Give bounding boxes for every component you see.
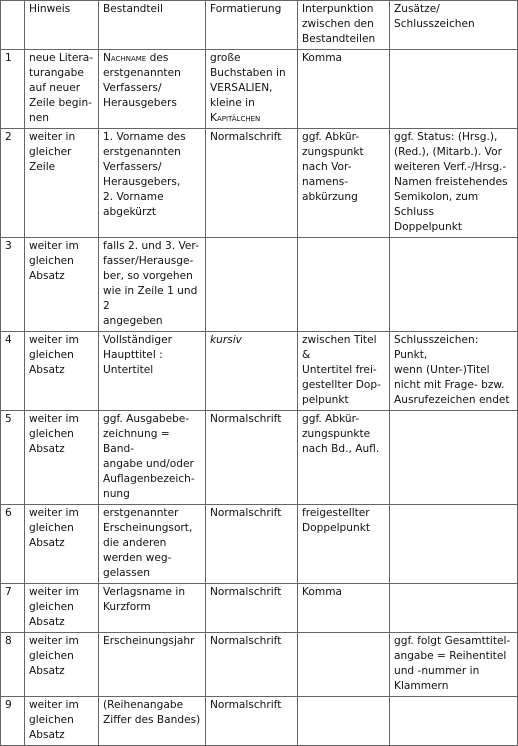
table-row — [1, 584, 518, 633]
formatierung-text: große Buchstaben in VERSALIEN, kleine in — [210, 52, 286, 109]
formatierung-cell — [206, 50, 298, 129]
bestandteil-cell — [99, 50, 206, 129]
row-number: 5 — [1, 411, 25, 505]
bestandteil-cell: Verlagsname in Kurzform — [99, 584, 206, 633]
header-hinweis: Hinweis — [25, 1, 99, 50]
hinweis-cell: weiter im gleichen Absatz — [25, 505, 99, 584]
zusaetze-cell: Schlusszeichen: Punkt, wenn (Unter-)Titel nicht mit Frage- bzw. Ausrufezeichen endet — [390, 332, 518, 411]
table-row — [1, 50, 518, 129]
row-number: 1 — [1, 50, 25, 129]
table-row — [1, 633, 518, 697]
interpunktion-cell: Komma — [298, 50, 390, 129]
interpunktion-cell: Komma — [298, 584, 390, 633]
bestandteil-cell: ggf. Ausgabebe- zeichnung = Band- angabe und/oder Auflagenbezeich- nung — [99, 411, 206, 505]
formatierung-cell: Normalschrift — [206, 584, 298, 633]
row-number: 8 — [1, 633, 25, 697]
hinweis-cell: neue Litera- turangabe auf neuer Zeile begin- nen — [25, 50, 99, 129]
formatierung-cell: Normalschrift — [206, 129, 298, 238]
header-bestandteil: Bestandteil — [99, 1, 206, 50]
zusaetze-cell: ggf. folgt Gesamttitel- angabe = Reihentitel und -nummer in Klammern — [390, 633, 518, 697]
bestandteil-cell: falls 2. und 3. Ver- fasser/Herausge- ber, so vorgehen wie in Zeile 1 und 2 angegeben — [99, 238, 206, 332]
formatierung-cell: Normalschrift — [206, 505, 298, 584]
formatierung-cell: Normalschrift — [206, 411, 298, 505]
zusaetze-cell — [390, 697, 518, 746]
header-row — [1, 1, 518, 50]
zusaetze-cell — [390, 238, 518, 332]
table-row — [1, 238, 518, 332]
header-zusaetze: Zusätze/ Schlusszeichen — [390, 1, 518, 50]
bestandteil-cell: (Reihenangabe Ziffer des Bandes) — [99, 697, 206, 746]
table-row — [1, 411, 518, 505]
header-formatierung: Formatierung — [206, 1, 298, 50]
formatierung-cell: Normalschrift — [206, 633, 298, 697]
hinweis-cell: weiter im gleichen Absatz — [25, 633, 99, 697]
interpunktion-cell: ggf. Abkür- zungspunkte nach Bd., Aufl. — [298, 411, 390, 505]
bestandteil-cell: Erscheinungsjahr — [99, 633, 206, 697]
row-number: 4 — [1, 332, 25, 411]
hinweis-cell: weiter im gleichen Absatz — [25, 238, 99, 332]
row-number: 2 — [1, 129, 25, 238]
table-row — [1, 129, 518, 238]
bestandteil-text: des erstgenannten Verfassers/ Herausgebers — [103, 52, 181, 109]
hinweis-cell: weiter in gleicher Zeile — [25, 129, 99, 238]
row-number: 7 — [1, 584, 25, 633]
interpunktion-cell — [298, 633, 390, 697]
zusaetze-cell: ggf. Status: (Hrsg.), (Red.), (Mitarb.). Vor weiteren Verf.-/Hrsg.- Namen freistehendes Semikolon, zum Schluss Doppelpunkt — [390, 129, 518, 238]
table-row — [1, 332, 518, 411]
row-number: 9 — [1, 697, 25, 746]
interpunktion-cell: freigestellter Doppelpunkt — [298, 505, 390, 584]
bestandteil-cell: Vollständiger Haupttitel : Untertitel — [99, 332, 206, 411]
interpunktion-cell — [298, 238, 390, 332]
bestandteil-cell: erstgenannter Erscheinungsort, die anderen werden weg- gelassen — [99, 505, 206, 584]
interpunktion-cell — [298, 697, 390, 746]
header-number — [1, 1, 25, 50]
interpunktion-cell: zwischen Titel & Untertitel frei- gestellter Dop- pelpunkt — [298, 332, 390, 411]
row-number: 6 — [1, 505, 25, 584]
hinweis-cell: weiter im gleichen Absatz — [25, 697, 99, 746]
header-interpunktion: Interpunktion zwischen den Bestandteilen — [298, 1, 390, 50]
hinweis-cell: weiter im gleichen Absatz — [25, 332, 99, 411]
formatierung-cell: kursiv — [206, 332, 298, 411]
smallcaps-text: Kapitälchen — [210, 112, 261, 124]
interpunktion-cell: ggf. Abkür- zungspunkt nach Vor- namens- abkürzung — [298, 129, 390, 238]
zusaetze-cell — [390, 411, 518, 505]
table-row — [1, 697, 518, 746]
hinweis-cell: weiter im gleichen Absatz — [25, 584, 99, 633]
smallcaps-text: Nachname — [103, 52, 147, 64]
row-number: 3 — [1, 238, 25, 332]
table-row — [1, 505, 518, 584]
zusaetze-cell — [390, 50, 518, 129]
bestandteil-cell: 1. Vorname des erstgenannten Verfassers/ Herausgebers, 2. Vorname abgekürzt — [99, 129, 206, 238]
hinweis-cell: weiter im gleichen Absatz — [25, 411, 99, 505]
zusaetze-cell — [390, 505, 518, 584]
formatierung-cell — [206, 238, 298, 332]
zusaetze-cell — [390, 584, 518, 633]
formatierung-cell: Normalschrift — [206, 697, 298, 746]
